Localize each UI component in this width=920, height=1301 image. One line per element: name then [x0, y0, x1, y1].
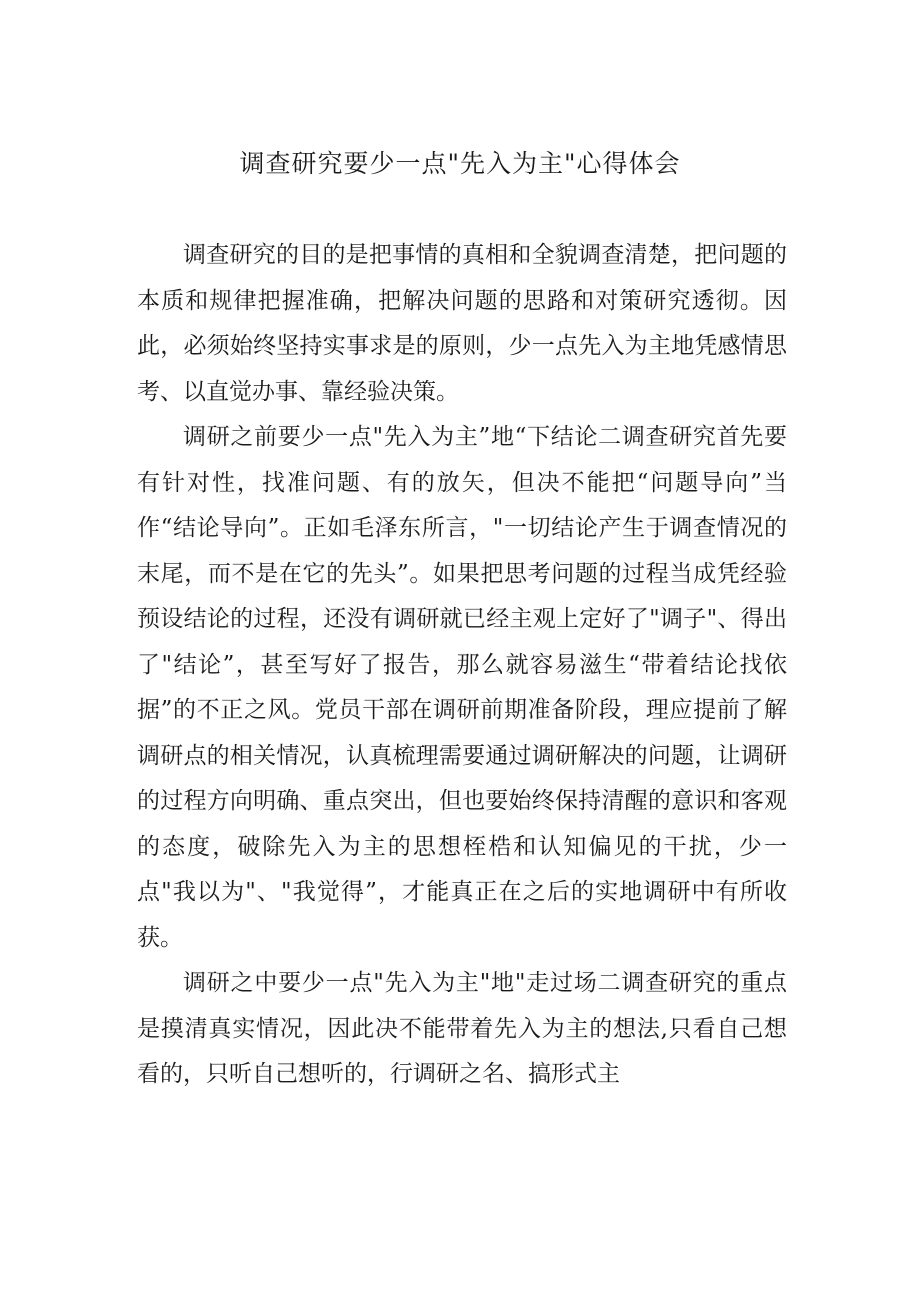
- document-title: 调查研究要少一点"先入为主"心得体会: [239, 149, 681, 178]
- paragraph-3: 调研之中要少一点"先入为主"地"走过场二调查研究的重点是摸清真实情况，因此决不能带着先入为主的想法,只看自己想看的，只听自己想听的，行调研之名、搞形式主: [137, 970, 787, 1087]
- document-body: [137, 233, 787, 1098]
- paragraph-1: 调查研究的目的是把事情的真相和全貌调查清楚，把问题的本质和规律把握准确，把解决问题的思路和对策研究透彻。因此，必须始终坚持实事求是的原则，少一点先入为主地凭感情思考、以直觉办事、靠经验决策。: [137, 242, 787, 405]
- paragraph-2: 调研之前要少一点"先入为主”地“下结论二调查研究首先要有针对性，找准问题、有的放矢，但决不能把“问题导向”当作“结论导向”。正如毛泽东所言，"一切结论产生于调查情况的末尾，而不是在它的先头”。如果把思考问题的过程当成凭经验预设结论的过程，还没有调研就已经主观上定好了"调子"、得出了"结论”，甚至写好了报告，那么就容易滋生“带着结论找依据”的不正之风。党员干部在调研前期准备阶段，理应提前了解调研点的相关情况，认真梳理需要通过调研解决的问题，让调研的过程方向明确、重点突出，但也要始终保持清醒的意识和客观的态度，破除先入为主的思想桎梏和认知偏见的干扰，少一点"我以为"、"我觉得”，才能真正在之后的实地调研中有所收获。: [137, 424, 787, 951]
